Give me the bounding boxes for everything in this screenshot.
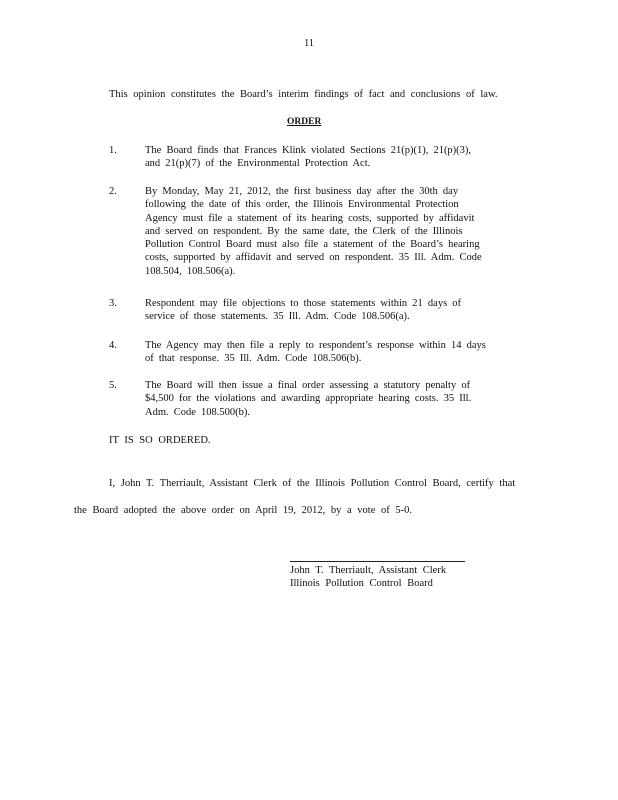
order-item-text: By Monday, May 21, 2012, the first business day after the 30th day following the date of this order, the Illinois Environmental Protection Agency must file a statement of its hearing costs, supported by affidavit and served on respondent. By the same date, the Clerk of the Illinois Pollution Control Board must also file a statement of the Board’s hearing costs, supported by affidavit and served on respondent. 35 Ill. Adm. Code 108.504, 108.506(a). bbox=[145, 186, 482, 277]
order-item-text: The Board finds that Frances Klink violated Sections 21(p)(1), 21(p)(3), and 21(p)(7) of the Environmental Protection Act. bbox=[145, 145, 472, 170]
certification-line-2: the Board adopted the above order on April 19, 2012, by a vote of 5-0. bbox=[74, 504, 412, 516]
intro-paragraph: This opinion constitutes the Board’s interim findings of fact and conclusions of law. bbox=[109, 89, 498, 100]
order-item-number: 1. bbox=[109, 145, 117, 156]
so-ordered-line: IT IS SO ORDERED. bbox=[109, 435, 211, 446]
signature-line bbox=[290, 561, 465, 562]
signature-organization: Illinois Pollution Control Board bbox=[290, 578, 433, 590]
order-heading: ORDER bbox=[287, 117, 322, 127]
order-item-number: 4. bbox=[109, 340, 117, 351]
order-item-text: The Board will then issue a final order assessing a statutory penalty of $4,500 for the violations and awarding appropriate hearing costs. 35 Ill. Adm. Code 108.500(b). bbox=[145, 380, 472, 418]
signature-name: John T. Therriault, Assistant Clerk bbox=[290, 565, 447, 576]
order-item-number: 5. bbox=[109, 380, 117, 391]
order-item-number: 3. bbox=[109, 298, 117, 309]
certification-paragraph bbox=[74, 464, 526, 530]
order-item-text: Respondent may file objections to those statements within 21 days of service of those statements. 35 Ill. Adm. Code 108.506(a). bbox=[145, 298, 462, 323]
certification-line-1: I, John T. Therriault, Assistant Clerk of the Illinois Pollution Control Board, certify that bbox=[109, 478, 516, 490]
page-number: 11 bbox=[303, 38, 315, 49]
signature-block bbox=[290, 564, 510, 591]
order-item-text: The Agency may then file a reply to respondent’s response within 14 days of that response. 35 Ill. Adm. Code 108.506(b). bbox=[145, 340, 486, 365]
order-item-number: 2. bbox=[109, 186, 117, 197]
